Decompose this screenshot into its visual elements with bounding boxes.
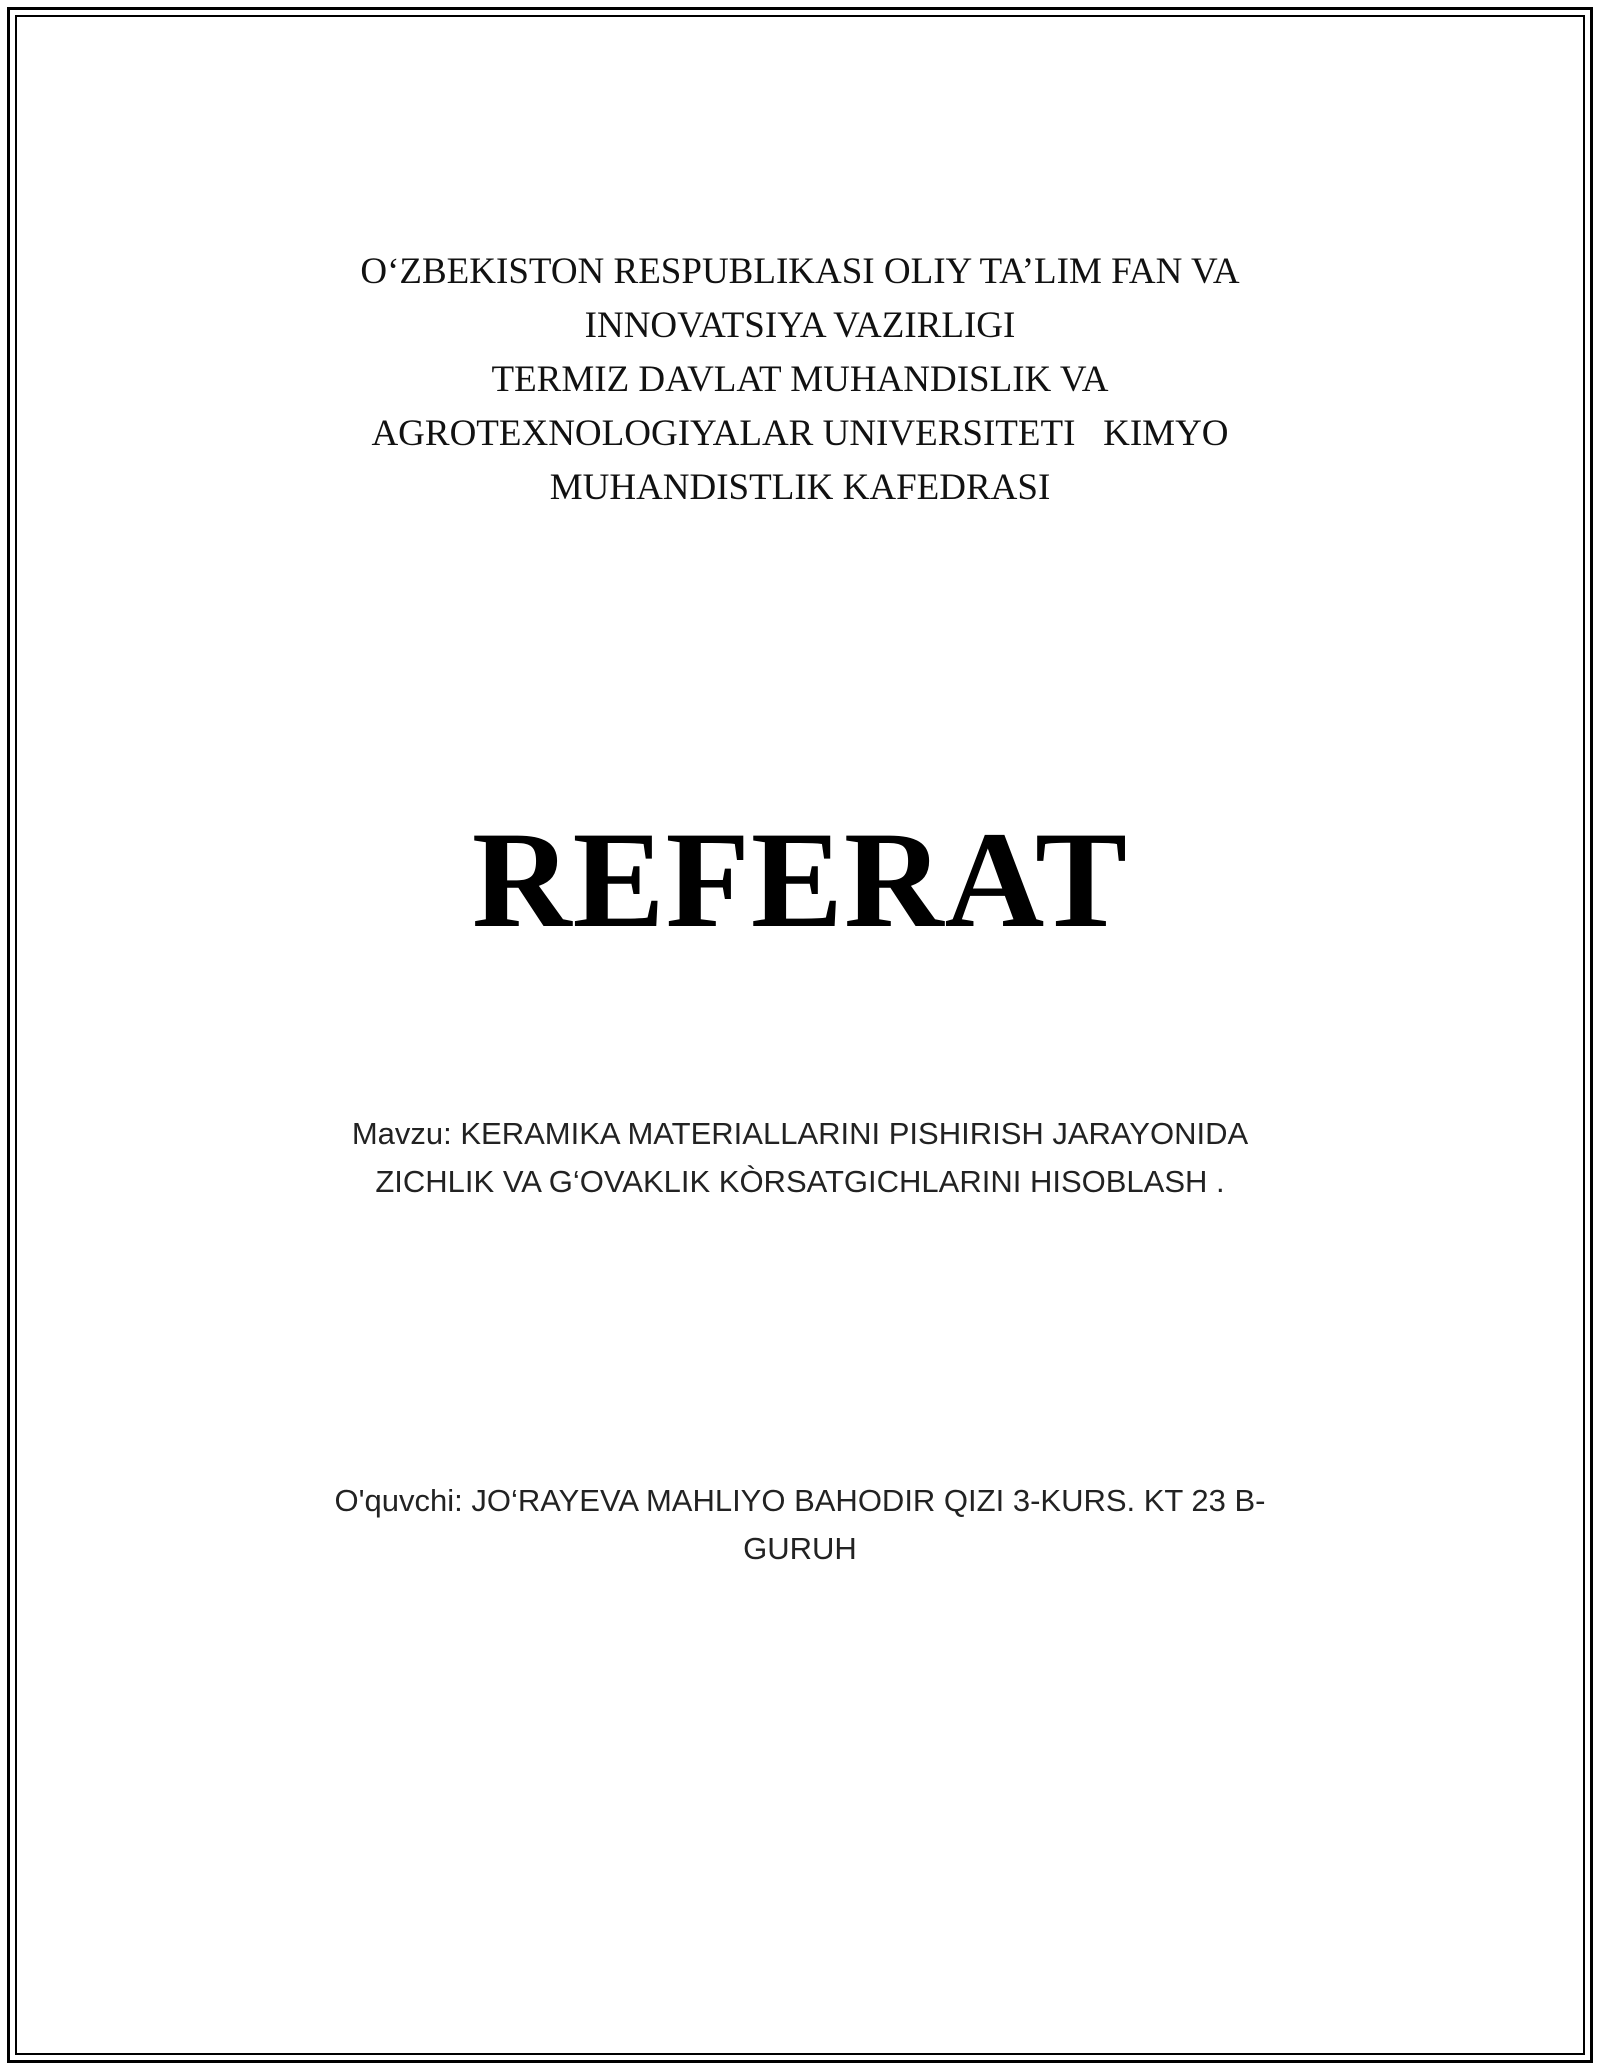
document-title: REFERAT [471, 803, 1129, 956]
heading-line-university: TERMIZ DAVLAT MUHANDISLIK VA [491, 359, 1109, 400]
student-line-1: O'quvchi: JO‘RAYEVA MAHLIYO BAHODIR QIZI 3-KURS. KT 23 B- [334, 1483, 1266, 1518]
institution-heading [250, 245, 1350, 515]
heading-line-ministry: O‘ZBEKISTON RESPUBLIKASI OLIY TA’LIM FAN VA [360, 251, 1240, 292]
heading-line-ministry-cont: INNOVATSIYA VAZIRLIGI [584, 305, 1016, 346]
topic-block [200, 1110, 1400, 1206]
student-line-2: GURUH [743, 1531, 857, 1566]
heading-line-university-cont: AGROTEXNOLOGIYALAR UNIVERSITETI KIMYO [371, 413, 1229, 454]
topic-line-2: ZICHLIK VA G‘OVAKLIK KÒRSATGICHLARINI HISOBLASH . [375, 1164, 1225, 1199]
student-block [200, 1477, 1400, 1573]
topic-line-1: Mavzu: KERAMIKA MATERIALLARINI PISHIRISH JARAYONIDA [351, 1116, 1249, 1151]
heading-line-department: MUHANDISTLIK KAFEDRASI [549, 467, 1051, 508]
